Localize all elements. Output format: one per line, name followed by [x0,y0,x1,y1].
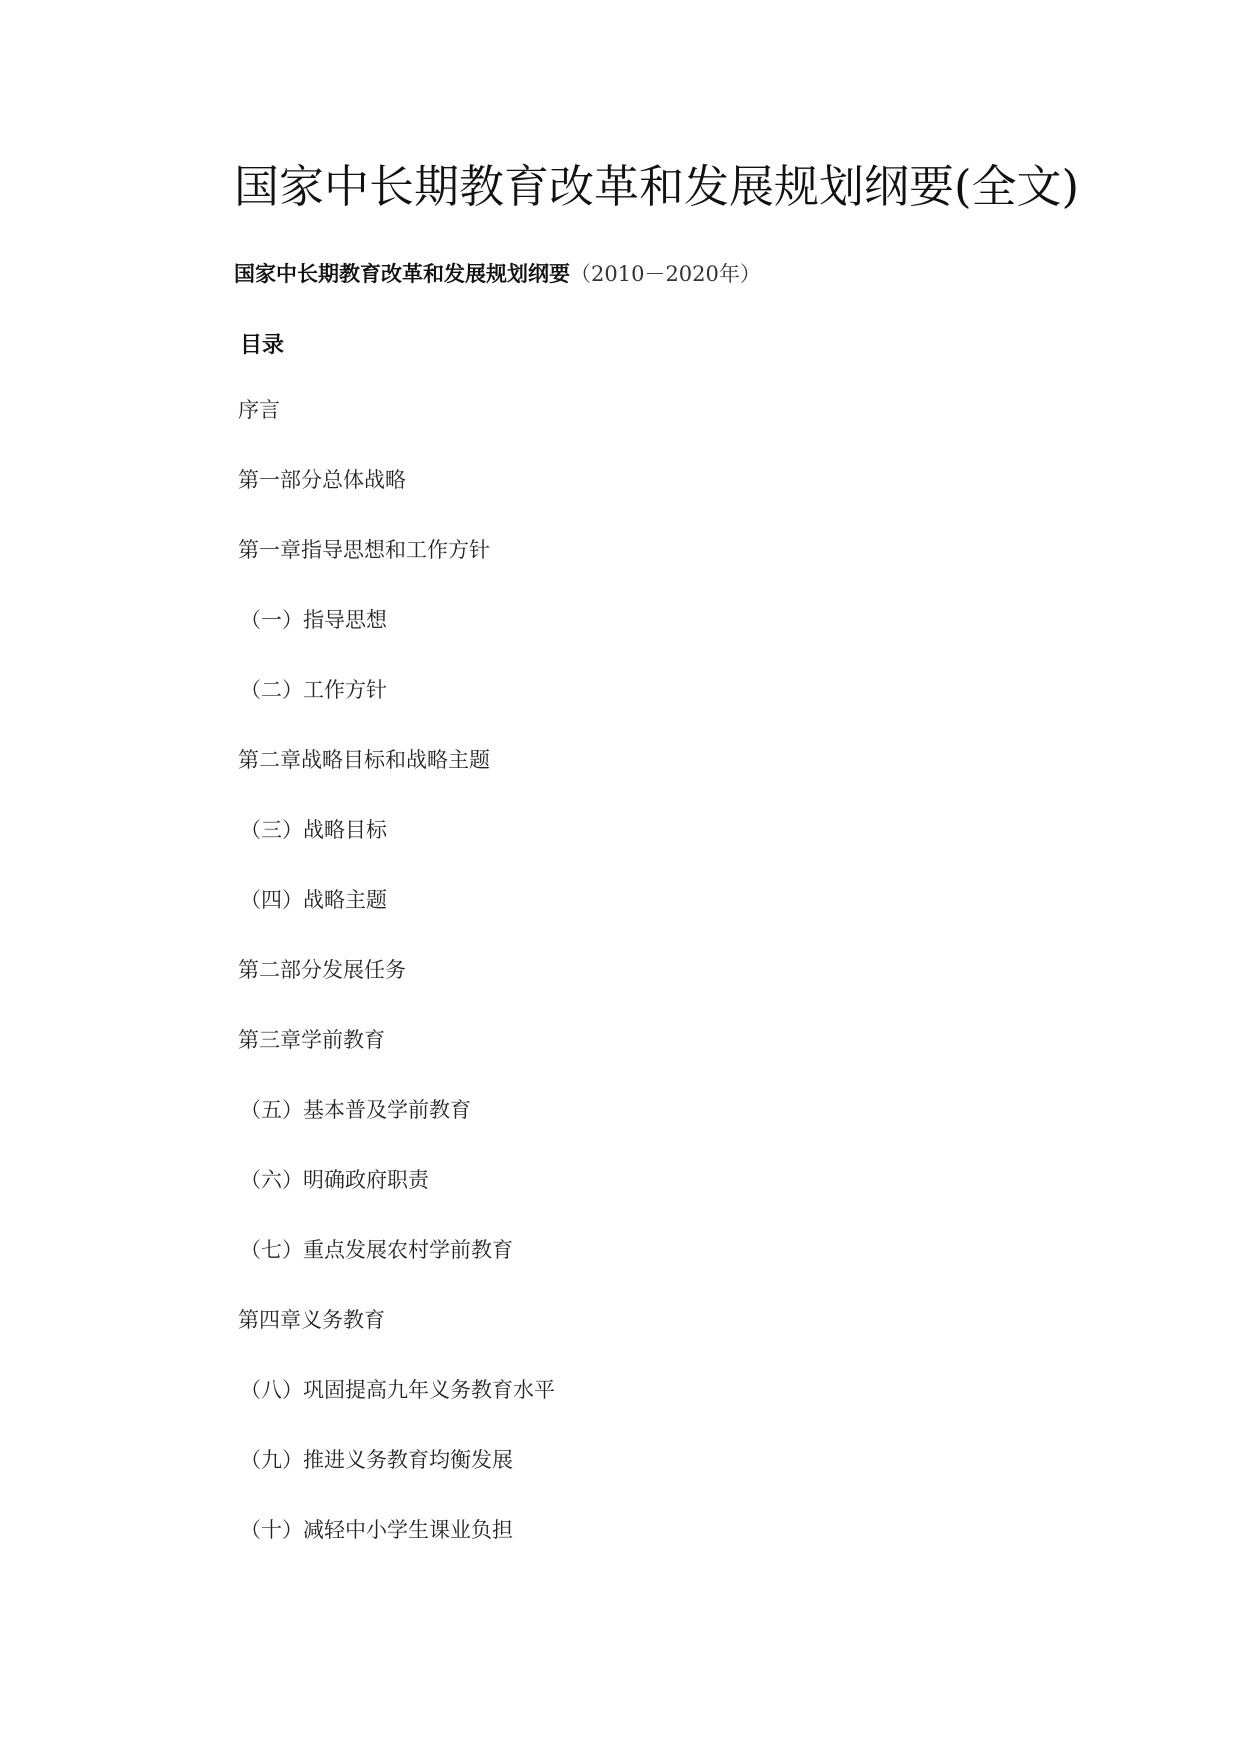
toc-item: 第二章战略目标和战略主题 [238,748,490,772]
toc-item: （二）工作方针 [240,678,387,702]
toc-item: 第二部分发展任务 [238,958,406,982]
toc-item: 第四章义务教育 [238,1308,385,1332]
toc-item: （三）战略目标 [240,818,387,842]
subtitle-main: 国家中长期教育改革和发展规划纲要 [234,261,570,286]
toc-item: 第三章学前教育 [238,1028,385,1052]
document-subtitle [234,258,761,288]
toc-heading: 目录 [240,332,285,358]
toc-item: （八）巩固提高九年义务教育水平 [240,1378,555,1402]
toc-item: （五）基本普及学前教育 [240,1098,471,1122]
toc-item: 第一章指导思想和工作方针 [238,538,490,562]
toc-item: （七）重点发展农村学前教育 [240,1238,513,1262]
subtitle-years: （2010－2020年） [570,262,761,286]
toc-item: （四）战略主题 [240,888,387,912]
toc-item: （一）指导思想 [240,608,387,632]
toc-item: （十）减轻中小学生课业负担 [240,1518,513,1542]
toc-item: （九）推进义务教育均衡发展 [240,1448,513,1472]
document-title: 国家中长期教育改革和发展规划纲要(全文) [234,160,1080,213]
toc-item: 序言 [238,398,280,422]
toc-item: 第一部分总体战略 [238,468,406,492]
toc-item: （六）明确政府职责 [240,1168,429,1192]
